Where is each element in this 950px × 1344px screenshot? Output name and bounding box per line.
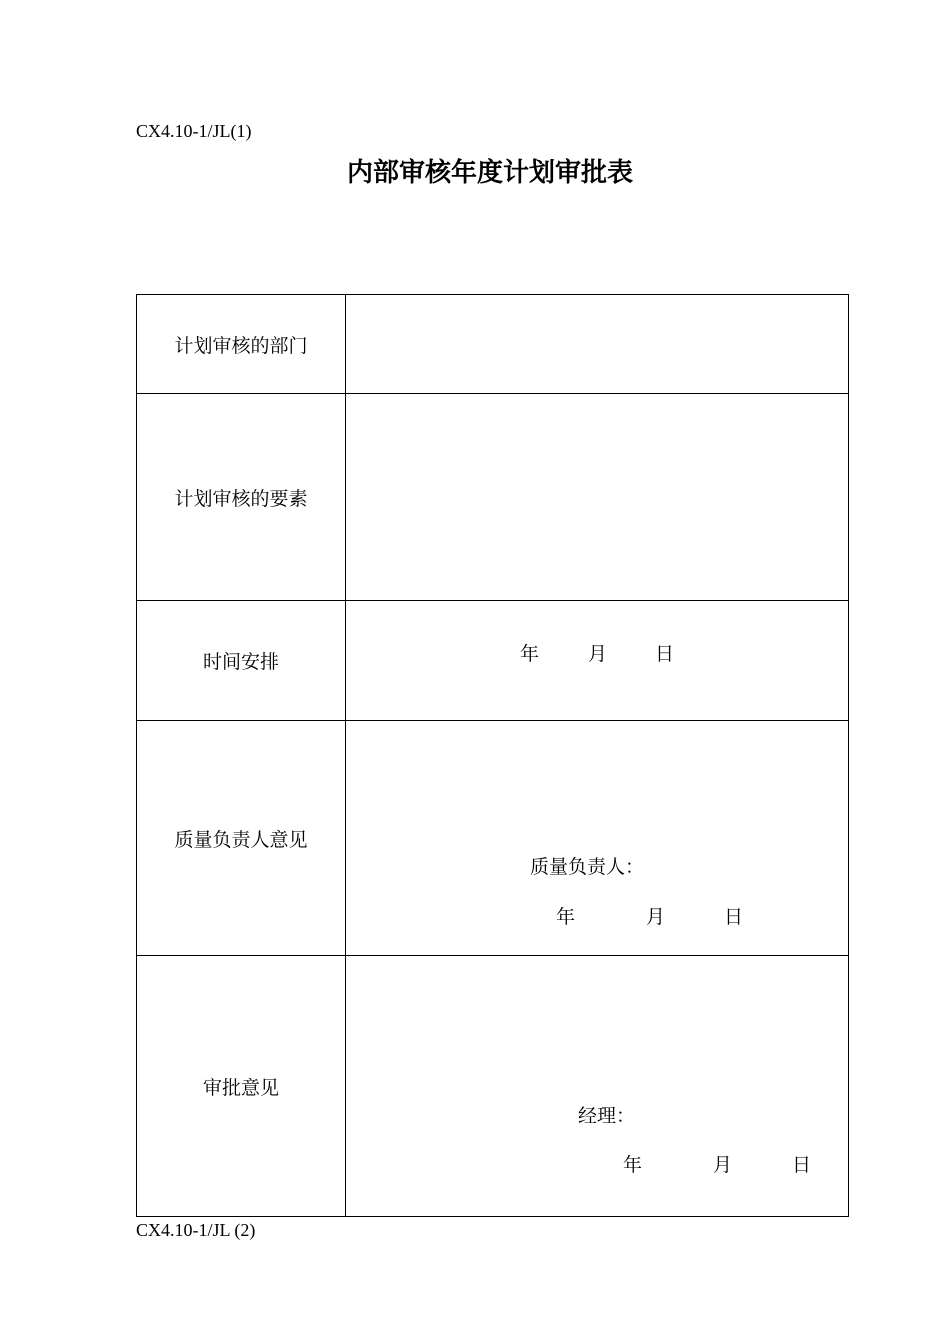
schedule-year: 年 (520, 643, 540, 665)
audit-elements-label: 计划审核的要素 (137, 394, 346, 601)
form-title: 内部审核年度计划审批表 (346, 158, 633, 188)
audit-department-field[interactable] (346, 295, 849, 394)
schedule-label: 时间安排 (137, 601, 346, 721)
quality-opinion-label: 质量负责人意见 (137, 721, 346, 956)
approval-opinion-field[interactable] (346, 956, 849, 1217)
row-audit-elements (137, 394, 849, 601)
approval-form-table (136, 294, 849, 1217)
approval-year: 年 (623, 1154, 643, 1176)
manager-signer-label: 经理： (578, 1105, 636, 1127)
quality-signer-label: 质量负责人： (530, 856, 645, 878)
quality-year: 年 (556, 906, 576, 928)
schedule-month: 月 (588, 643, 608, 665)
approval-month: 月 (713, 1154, 733, 1176)
document-code-top: CX4.10-1/JL(1) (136, 121, 252, 141)
approval-day: 日 (792, 1154, 812, 1176)
row-quality-opinion (137, 721, 849, 956)
audit-elements-field[interactable] (346, 394, 849, 601)
schedule-date-field[interactable] (346, 601, 849, 721)
row-schedule (137, 601, 849, 721)
approval-opinion-label: 审批意见 (137, 956, 346, 1217)
row-audit-department (137, 295, 849, 394)
quality-opinion-field[interactable] (346, 721, 849, 956)
row-approval-opinion (137, 956, 849, 1217)
audit-department-label: 计划审核的部门 (137, 295, 346, 394)
document-code-bottom: CX4.10-1/JL (2) (136, 1220, 256, 1240)
schedule-day: 日 (655, 643, 675, 665)
quality-day: 日 (724, 906, 744, 928)
quality-month: 月 (646, 906, 666, 928)
